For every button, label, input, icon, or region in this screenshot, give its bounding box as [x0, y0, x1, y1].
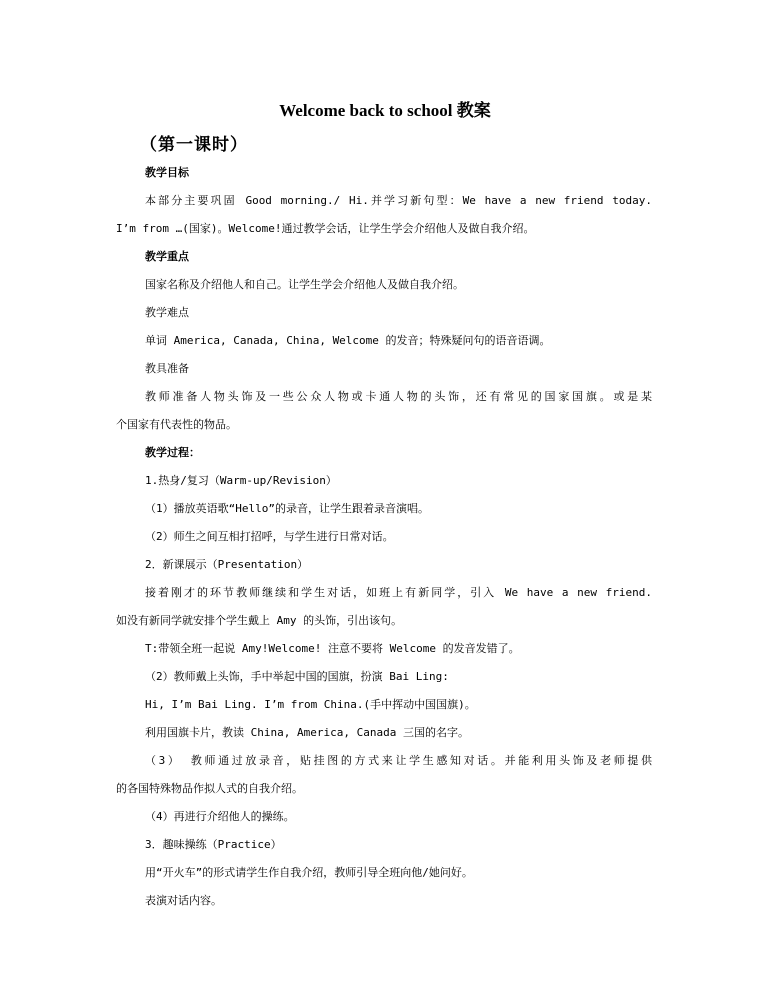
paragraph-line: （1）播放英语歌“Hello”的录音，让学生跟着录音演唱。: [145, 502, 429, 515]
paragraph-line: （3） 教师通过放录音，贴挂图的方式来让学生感知对话。并能利用头饰及老师提供: [145, 754, 652, 767]
heading-objectives: 教学目标: [145, 166, 189, 179]
section-presentation: 2．新课展示（Presentation）: [145, 558, 309, 571]
document-title: Welcome back to school 教案: [279, 101, 491, 120]
paragraph-line: T:带领全班一起说 Amy!Welcome! 注意不要将 Welcome 的发音发错了。: [145, 642, 520, 655]
paragraph-line: 表演对话内容。: [145, 894, 222, 907]
section-practice: 3．趣味操练（Practice）: [145, 838, 282, 851]
lesson-subtitle: （第一课时）: [140, 135, 248, 155]
paragraph-line: 本部分主要巩固 Good morning./ Hi.并学习新句型：We have a new friend today.: [145, 194, 652, 207]
paragraph-line: 教师准备人物头饰及一些公众人物或卡通人物的头饰，还有常见的国家国旗。或是某: [145, 390, 652, 403]
heading-key-points: 教学重点: [145, 250, 189, 263]
paragraph-line: I’m from …(国家)。Welcome!通过教学会话，让学生学会介绍他人及做自我介绍。: [116, 222, 535, 235]
paragraph-line: 用“开火车”的形式请学生作自我介绍，教师引导全班向他/她问好。: [145, 866, 473, 879]
paragraph-line: （2）师生之间互相打招呼，与学生进行日常对话。: [145, 530, 394, 543]
paragraph-line: 利用国旗卡片，教读 China, America, Canada 三国的名字。: [145, 726, 469, 739]
paragraph-line: 单词 America, Canada, China, Welcome 的发音；特殊疑问句的语音语调。: [145, 334, 551, 347]
paragraph-line: （2）教师戴上头饰，手中举起中国的国旗，扮演 Bai Ling:: [145, 670, 449, 683]
paragraph-line: 接着刚才的环节教师继续和学生对话，如班上有新同学，引入 We have a new friend.: [145, 586, 652, 599]
paragraph-line: 如没有新同学就安排个学生戴上 Amy 的头饰，引出该句。: [116, 614, 403, 627]
section-warmup: 1.热身/复习（Warm-up/Revision）: [145, 474, 337, 487]
heading-difficulties: 教学难点: [145, 306, 189, 319]
paragraph-line: 个国家有代表性的物品。: [116, 418, 237, 431]
paragraph-line: （4）再进行介绍他人的操练。: [145, 810, 295, 823]
paragraph-line: 国家名称及介绍他人和自己。让学生学会介绍他人及做自我介绍。: [145, 278, 464, 291]
heading-materials: 教具准备: [145, 362, 189, 375]
heading-process: 教学过程：: [145, 446, 200, 459]
paragraph-line: 的各国特殊物品作拟人式的自我介绍。: [116, 782, 303, 795]
paragraph-line: Hi, I’m Bai Ling. I’m from China.(手中挥动中国国旗)。: [145, 698, 476, 711]
